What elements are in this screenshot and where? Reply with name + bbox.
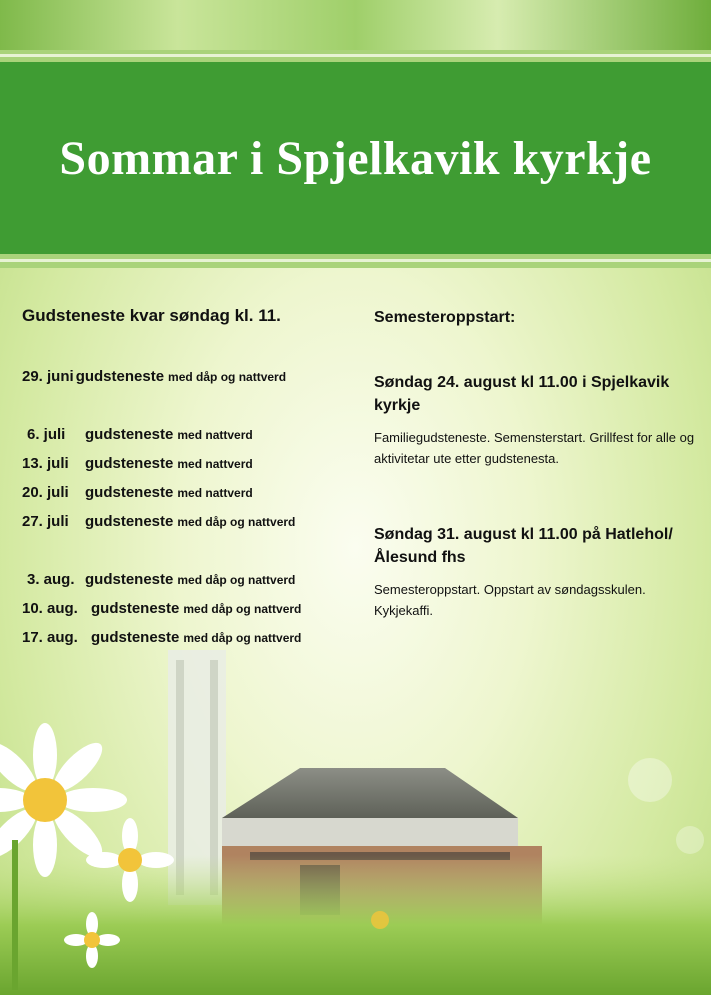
service-note: med dåp og nattverd <box>168 370 287 384</box>
event-item <box>374 371 704 469</box>
divider-stripe-bottom <box>0 254 711 268</box>
service-date: 10. aug. <box>22 600 78 617</box>
title-banner <box>0 62 711 254</box>
event-description: Familiegudsteneste. Semensterstart. Grillfest for alle og aktivitetar ute etter gudstenesta. <box>374 430 695 466</box>
event-title: Søndag 31. august kl 11.00 på Hatlehol/Ålesund fhs <box>374 526 673 566</box>
schedule-row <box>27 426 253 443</box>
event-item <box>374 523 704 621</box>
service-date: 6. juli <box>27 426 66 443</box>
leaf-header-image <box>0 0 711 50</box>
schedule-row <box>22 484 253 501</box>
service-date: 20. juli <box>22 484 69 501</box>
service-type: gudsteneste <box>91 629 180 646</box>
service-date: 29. juni <box>22 368 74 385</box>
page-title: Sommar i Spjelkavik kyrkje <box>59 131 652 185</box>
event-description: Semesteroppstart. Oppstart av søndagsskulen. Kykjekaffi. <box>374 582 646 618</box>
service-note: med dåp og nattverd <box>177 573 296 587</box>
service-type: gudsteneste <box>91 600 180 617</box>
semester-heading: Semesteroppstart: <box>374 309 516 326</box>
service-note: med nattverd <box>177 428 253 442</box>
service-note: med dåp og nattverd <box>177 515 296 529</box>
service-type: gudsteneste <box>75 368 165 385</box>
schedule-row <box>22 600 301 617</box>
service-type: gudsteneste <box>85 571 174 588</box>
church-roof <box>222 768 518 818</box>
service-note: med dåp og nattverd <box>183 602 302 616</box>
service-date: 13. juli <box>22 455 69 472</box>
divider-stripe-top <box>0 50 711 62</box>
service-note: med nattverd <box>177 457 253 471</box>
service-date: 27. juli <box>22 513 69 530</box>
church-and-daisies-image <box>0 640 711 995</box>
schedule-row <box>22 513 295 530</box>
service-date: 17. aug. <box>22 629 78 646</box>
service-type: gudsteneste <box>85 513 174 530</box>
semester-start-section <box>374 306 704 621</box>
schedule-row <box>27 571 295 588</box>
service-date: 3. aug. <box>27 571 75 588</box>
service-note: med nattverd <box>177 486 253 500</box>
service-type: gudsteneste <box>85 455 174 472</box>
schedule-heading: Gudsteneste kvar søndag kl. 11. <box>22 306 281 325</box>
schedule-row <box>22 455 253 472</box>
service-schedule <box>22 306 362 646</box>
service-type: gudsteneste <box>85 484 174 501</box>
service-type: gudsteneste <box>85 426 174 443</box>
event-title: Søndag 24. august kl 11.00 i Spjelkavik kyrkje <box>374 374 670 414</box>
service-note: med dåp og nattverd <box>183 631 302 645</box>
schedule-row <box>22 368 286 385</box>
